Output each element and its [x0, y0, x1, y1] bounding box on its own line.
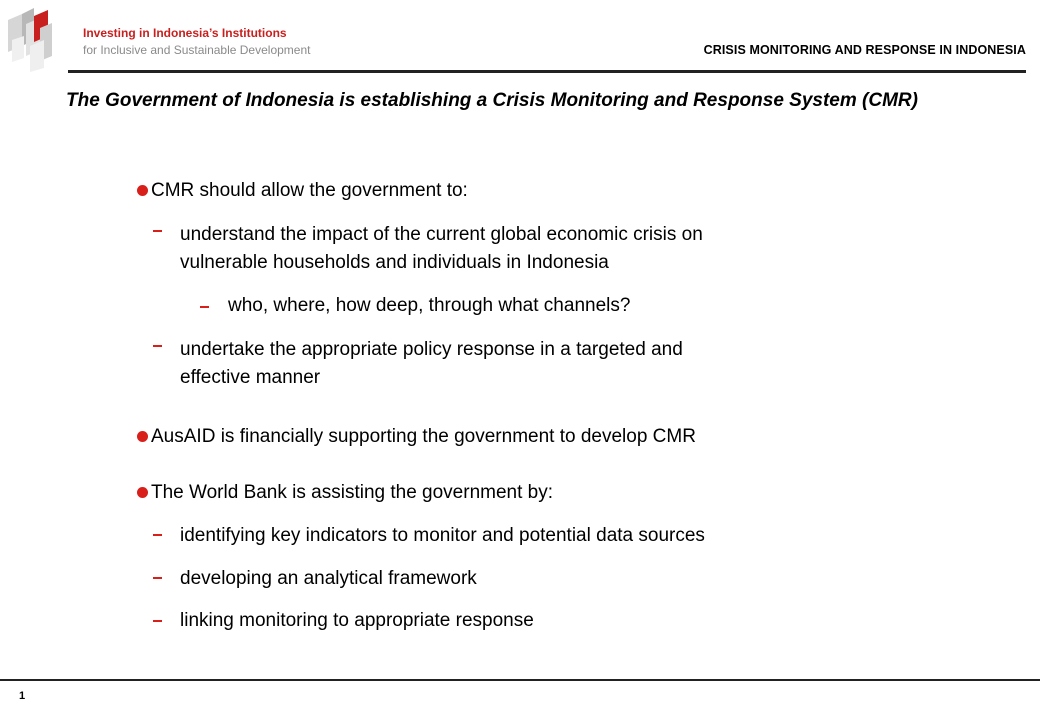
bullet-icon	[137, 185, 148, 196]
point-1-sub-2-line-2: effective manner	[180, 367, 321, 388]
dash-icon	[200, 306, 209, 308]
point-3-sub-3: linking monitoring to appropriate response	[180, 610, 534, 631]
page-number: 1	[19, 690, 26, 702]
point-3-sub-1: identifying key indicators to monitor and potential data sources	[180, 525, 705, 546]
header-title: CRISIS MONITORING AND RESPONSE IN INDONESIA	[703, 43, 1026, 57]
tagline-primary: Investing in Indonesia’s Institutions	[83, 26, 287, 40]
point-1-text: CMR should allow the government to:	[151, 180, 468, 201]
point-1-sub-1-line-2: vulnerable households and individuals in Indonesia	[180, 252, 609, 273]
bullet-icon	[137, 431, 148, 442]
point-1-sub-1-line-1: understand the impact of the current global economic crisis on	[180, 224, 703, 245]
point-3-sub-2: developing an analytical framework	[180, 568, 477, 589]
tagline-secondary: for Inclusive and Sustainable Development	[83, 43, 311, 57]
dash-icon	[153, 620, 162, 622]
dash-icon	[153, 230, 162, 232]
slide-headline: The Government of Indonesia is establishing a Crisis Monitoring and Response System (CMR)	[66, 90, 918, 111]
dash-icon	[153, 577, 162, 579]
header-divider	[68, 70, 1026, 73]
organization-logo	[4, 6, 56, 72]
dash-icon	[153, 345, 162, 347]
point-1-sub-2-line-1: undertake the appropriate policy response in a targeted and	[180, 339, 683, 360]
point-1-sub-1-detail: who, where, how deep, through what channels?	[228, 295, 631, 316]
point-3-text: The World Bank is assisting the government by:	[151, 482, 554, 503]
footer-divider	[0, 679, 1040, 681]
bullet-icon	[137, 487, 148, 498]
point-2-text: AusAID is financially supporting the government to develop CMR	[151, 426, 696, 447]
dash-icon	[153, 534, 162, 536]
